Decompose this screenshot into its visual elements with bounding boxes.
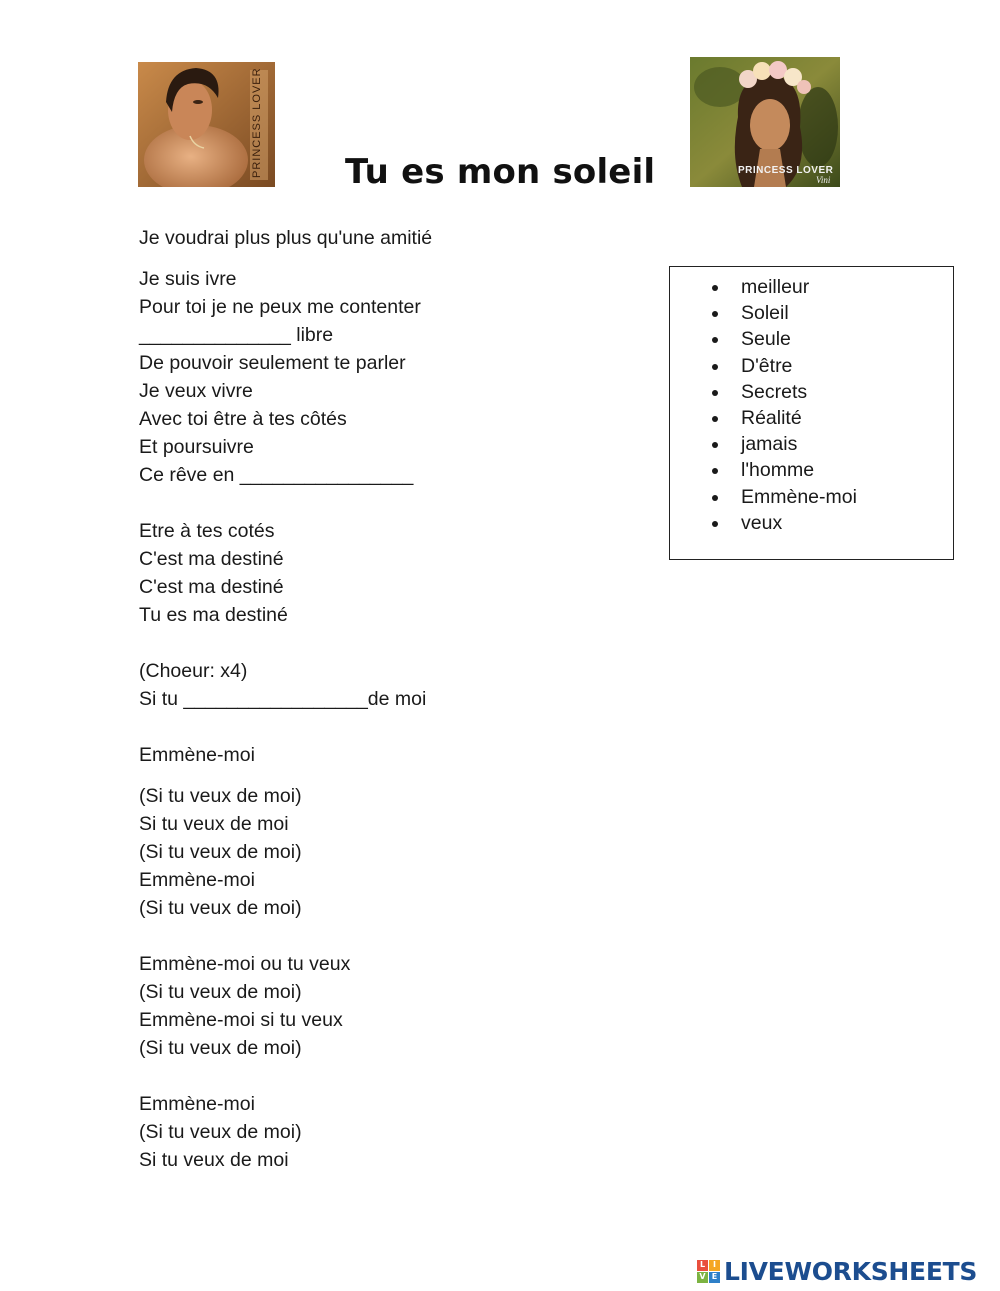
lyric-line: Si tu _________________de moi xyxy=(139,688,427,710)
liveworksheets-logo-text: LIVEWORKSHEETS xyxy=(724,1256,978,1286)
lyric-line: Etre à tes cotés xyxy=(139,520,275,542)
word-bank-item xyxy=(710,274,857,300)
logo-mark-letter: E xyxy=(709,1272,720,1283)
lyric-line: (Si tu veux de moi) xyxy=(139,981,302,1003)
stanza-gap xyxy=(139,252,659,265)
album-left-artist-text: PRINCESS LOVER xyxy=(251,67,263,178)
stanza-gap xyxy=(139,922,659,950)
bullet-icon xyxy=(712,364,718,370)
word-bank-item xyxy=(710,510,857,536)
word-bank-item xyxy=(710,405,857,431)
lyric-line: (Si tu veux de moi) xyxy=(139,841,302,863)
word-bank-item xyxy=(710,457,857,483)
bullet-icon xyxy=(712,468,718,474)
lyric-line: Tu es ma destiné xyxy=(139,604,288,626)
logo-mark-letter: L xyxy=(697,1260,708,1271)
lyric-line: Pour toi je ne peux me contenter xyxy=(139,296,421,318)
lyric-line: (Si tu veux de moi) xyxy=(139,785,302,807)
bullet-icon xyxy=(712,521,718,527)
page-title: Tu es mon soleil xyxy=(345,152,656,192)
bullet-icon xyxy=(712,285,718,291)
liveworksheets-logo xyxy=(697,1255,977,1287)
logo-mark-letter: I xyxy=(709,1260,720,1271)
lyric-line: Ce rêve en ________________ xyxy=(139,464,414,486)
word-bank-item xyxy=(710,326,857,352)
lyric-line: Et poursuivre xyxy=(139,436,254,458)
word-bank-word: Secrets xyxy=(741,380,808,403)
stanza-gap xyxy=(139,713,659,741)
album-right-subtitle: Vini xyxy=(816,175,831,185)
word-bank-item xyxy=(710,379,857,405)
bullet-icon xyxy=(712,495,718,501)
bullet-icon xyxy=(712,416,718,422)
lyric-line: Emmène-moi si tu veux xyxy=(139,1009,343,1031)
lyric-line: C'est ma destiné xyxy=(139,576,284,598)
album-cover-right xyxy=(690,57,840,187)
lyric-line: (Si tu veux de moi) xyxy=(139,897,302,919)
album-cover-left xyxy=(138,62,275,187)
word-bank-word: veux xyxy=(741,511,783,534)
word-bank-item xyxy=(710,353,857,379)
word-bank-item xyxy=(710,431,857,457)
lyric-line: (Si tu veux de moi) xyxy=(139,1037,302,1059)
word-bank-list xyxy=(710,274,857,536)
word-bank-box xyxy=(669,266,954,560)
bullet-icon xyxy=(712,311,718,317)
word-bank-item xyxy=(710,300,857,326)
lyric-line: Si tu veux de moi xyxy=(139,1149,289,1171)
lyric-line: Je voudrai plus plus qu'une amitié xyxy=(139,227,433,249)
word-bank-word: Soleil xyxy=(741,302,789,325)
bullet-icon xyxy=(712,442,718,448)
lyric-line: (Si tu veux de moi) xyxy=(139,1121,302,1143)
lyric-line: Si tu veux de moi xyxy=(139,813,289,835)
word-bank-word: Seule xyxy=(741,328,791,351)
lyric-line: Je suis ivre xyxy=(139,268,237,290)
logo-mark-letter: V xyxy=(697,1272,708,1283)
word-bank-word: D'être xyxy=(741,354,793,377)
word-bank-word: l'homme xyxy=(741,459,815,482)
stanza-gap xyxy=(139,489,659,517)
lyric-line: Emmène-moi xyxy=(139,744,255,766)
lyric-line: Emmène-moi ou tu veux xyxy=(139,953,351,975)
lyrics-body xyxy=(139,224,659,1174)
word-bank-word: Emmène-moi xyxy=(741,485,857,508)
lyric-line: Emmène-moi xyxy=(139,1093,255,1115)
lyric-line: ______________ libre xyxy=(139,324,334,346)
bullet-icon xyxy=(712,390,718,396)
liveworksheets-logo-icon xyxy=(697,1260,720,1283)
word-bank-item xyxy=(710,484,857,510)
stanza-gap xyxy=(139,1062,659,1090)
lyric-line: Avec toi être à tes côtés xyxy=(139,408,347,430)
word-bank-word: jamais xyxy=(741,433,798,456)
stanza-gap xyxy=(139,769,659,782)
lyric-line: (Choeur: x4) xyxy=(139,660,248,682)
lyric-line: Je veux vivre xyxy=(139,380,253,402)
lyric-line: C'est ma destiné xyxy=(139,548,284,570)
lyric-line: Emmène-moi xyxy=(139,869,255,891)
word-bank-word: meilleur xyxy=(741,276,810,298)
word-bank-word: Réalité xyxy=(741,407,802,430)
album-right-artist-text: PRINCESS LOVER xyxy=(738,165,834,176)
stanza-gap xyxy=(139,629,659,657)
bullet-icon xyxy=(712,337,718,343)
lyric-line: De pouvoir seulement te parler xyxy=(139,352,406,374)
